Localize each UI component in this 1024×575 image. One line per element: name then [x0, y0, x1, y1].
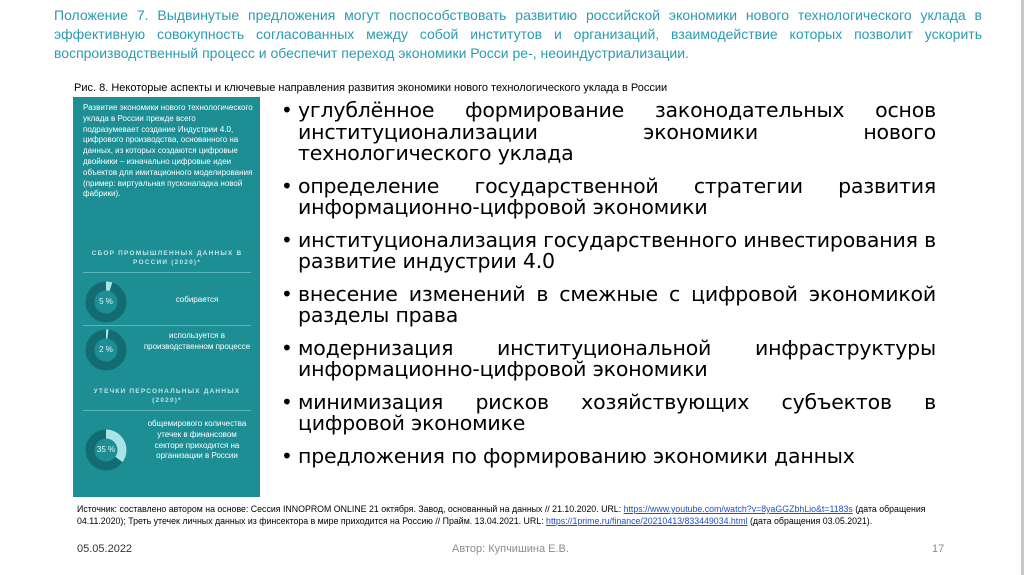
donut-chart-used — [85, 329, 127, 371]
stat-row-used — [83, 325, 253, 375]
bullet-icon: • — [281, 443, 293, 468]
list-item-text: углублённое формирование законодательных основ институционализации экономики нового технологического уклада — [298, 98, 936, 165]
footer-date: 05.05.2022 — [77, 543, 133, 555]
stat-row-collected — [83, 277, 253, 327]
divider — [83, 410, 251, 411]
list-item — [281, 173, 936, 219]
bullet-icon: • — [281, 98, 293, 122]
section-title-industrial-data: СБОР ПРОМЫШЛЕННЫХ ДАННЫХ В РОССИИ (2020)* — [91, 250, 243, 266]
key-directions-list — [281, 100, 936, 478]
divider — [83, 272, 251, 273]
bullet-icon: • — [281, 227, 293, 252]
list-item — [281, 389, 936, 435]
slide-number: 17 — [932, 543, 945, 555]
stat-row-leaks — [83, 419, 253, 475]
list-item — [281, 281, 936, 327]
donut-value: 5 % — [99, 297, 113, 306]
list-item-text: внесение изменений в смежные с цифровой экономикой разделы права — [298, 281, 936, 327]
bullet-icon: • — [281, 281, 293, 306]
infographic-panel — [73, 97, 260, 497]
source-text: (дата обращения 04.11.2020); Треть утечек личных данных из финсектора в мире приходится на Россию // Прайм. 13.04.2021. URL: — [77, 504, 926, 526]
list-item — [281, 227, 936, 273]
figure-caption: Рис. 8. Некоторые аспекты и ключевые направления развития экономики нового технологического уклада в России — [74, 82, 668, 94]
list-item-text: предложения по формированию экономики данных — [298, 443, 855, 468]
footer-author: Автор: Купчишина Е.В. — [452, 543, 569, 555]
source-link-youtube[interactable]: https://www.youtube.com/watch?v=8yaGGZbhLio&t=1183s — [623, 504, 853, 514]
list-item — [281, 335, 936, 381]
donut-value: 2 % — [99, 345, 113, 354]
stat-description: общемирового количества утечек в финансовом секторе приходится на организации в России — [147, 419, 247, 461]
source-link-prime[interactable]: https://1prime.ru/finance/20210413/833449034.html — [546, 516, 748, 526]
panel-intro-text: Развитие экономики нового технологического уклада в России прежде всего подразумевает создание Индустрии 4.0, цифрового производства, основанного на данных, из которых создаются цифровые двойники – изначально цифровые идеи объектов для имитационного моделирования (пример: виртуальная пусконаладка новой фабрики). — [83, 103, 253, 199]
slide-heading: Положение 7. Выдвинутые предложения могут поспособствовать развитию российской экономики нового технологического уклада в эффективную совокупность согласованных между собой институтов и организаций, взаимодействие которых позволит ускорить воспроизводственный процесс и обеспечит переход экономики Росси ре-, неоиндустриализации. — [54, 7, 982, 61]
bullet-icon: • — [281, 389, 293, 414]
list-item-text: модернизация институциональной инфраструктуры информационно-цифровой экономики — [298, 335, 936, 381]
stat-description: собирается — [175, 295, 219, 304]
source-note — [77, 503, 957, 527]
bullet-icon: • — [281, 173, 293, 198]
donut-chart-leaks — [85, 429, 127, 471]
stat-description: используется в производственном процессе — [143, 331, 251, 351]
source-text: (дата обращения 03.05.2021). — [747, 516, 873, 526]
section-title-personal-data-leaks: УТЕЧКИ ПЕРСОНАЛЬНЫХ ДАННЫХ (2020)* — [93, 388, 241, 404]
bullet-icon: • — [281, 335, 293, 360]
donut-value: 35 % — [96, 445, 116, 454]
list-item-text: минимизация рисков хозяйствующих субъектов в цифровой экономике — [298, 389, 936, 435]
list-item — [281, 443, 936, 468]
list-item-text: институционализация государственного инвестирования в развитие индустрии 4.0 — [298, 227, 936, 273]
list-item-text: определение государственной стратегии развития информационно-цифровой экономики — [298, 173, 936, 219]
donut-chart-collected — [85, 281, 127, 323]
source-text: Источник: составлено автором на основе: Сессия INNOPROM ONLINE 21 октября. Завод, основанный на данных // 21.10.2020. URL: — [77, 504, 624, 514]
list-item — [281, 100, 936, 165]
